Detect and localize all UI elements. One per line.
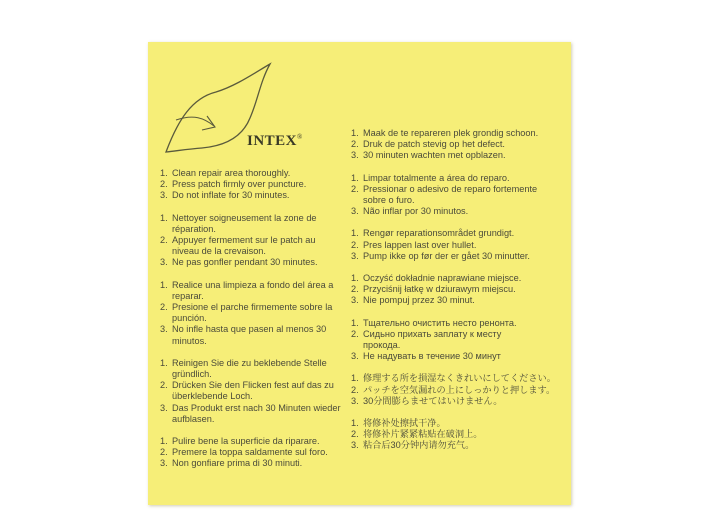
instruction-card: [148, 42, 571, 505]
step-number: [160, 224, 172, 235]
instruction-line: [160, 436, 360, 447]
step-text: Тщательно очистить несто ренонта.: [363, 317, 517, 328]
step-number: [160, 414, 172, 425]
instruction-line: [160, 447, 360, 458]
instruction-line: [351, 128, 566, 139]
step-number: [160, 291, 172, 302]
step-text: Не надувать в течение 30 минут: [363, 351, 501, 362]
step-text: reparar.: [172, 290, 204, 301]
instruction-line: [351, 429, 566, 440]
step-number: [351, 195, 363, 206]
step-text: Nettoyer soigneusement la zone de: [172, 212, 317, 223]
step-text: 30 minuten wachten met opblazen.: [363, 150, 506, 161]
step-number: [160, 313, 172, 324]
instruction-line: [160, 313, 360, 324]
step-text: 将修补处擦拭干净。: [363, 418, 446, 429]
step-text: réparation.: [172, 223, 216, 234]
step-text: Do not inflate for 30 minutes.: [172, 190, 290, 201]
step-text: パッチを空気漏れの上にしっかりと押します。: [363, 384, 556, 395]
step-text: Pulire bene la superficie da riparare.: [172, 436, 320, 447]
instruction-line: [160, 324, 360, 335]
instruction-line: [351, 240, 566, 251]
instruction-line: [351, 251, 566, 262]
instruction-line: [160, 257, 360, 268]
instruction-block-fr: [160, 213, 360, 269]
instruction-line: [160, 403, 360, 414]
instruction-line: [351, 273, 566, 284]
step-number: 3.: [160, 190, 168, 201]
step-text: 将修补片紧紧粘贴在破洞上。: [363, 429, 483, 440]
step-text: Pressionar o adesivo de reparo fortemente: [363, 183, 538, 194]
step-number: 1.: [160, 436, 168, 447]
step-text: Druk de patch stevig op het defect.: [363, 139, 505, 150]
step-number: 2.: [351, 183, 359, 194]
instruction-block-zh: [351, 418, 566, 452]
instruction-block-pt: [351, 173, 566, 218]
step-text: niveau de la crevaison.: [172, 246, 266, 257]
step-text: Non gonfiare prima di 30 minuti.: [172, 458, 303, 469]
step-number: 2.: [351, 384, 359, 395]
step-number: 1.: [160, 168, 168, 178]
step-text: minutos.: [172, 335, 207, 346]
instruction-line: [160, 213, 360, 224]
step-number: 2.: [160, 179, 168, 190]
step-number: 1.: [351, 128, 359, 138]
step-text: Não inflar por 30 minutos.: [363, 206, 469, 217]
step-text: Press patch firmly over puncture.: [172, 179, 307, 190]
instruction-block-nl: [351, 128, 566, 162]
instruction-line: [160, 179, 360, 190]
instruction-block-ja: [351, 373, 566, 407]
instruction-line: [351, 206, 566, 217]
step-number: [160, 246, 172, 257]
step-number: [351, 340, 363, 351]
step-number: 1.: [351, 317, 359, 328]
step-text: Drücken Sie den Flicken fest auf das zu: [172, 380, 334, 391]
instruction-line: [351, 139, 566, 150]
step-text: Pump ikke op før der er gået 30 minutter.: [363, 250, 530, 261]
step-number: 3.: [351, 440, 359, 451]
step-text: Appuyer fermement sur le patch au: [172, 235, 316, 246]
instruction-line: [160, 280, 360, 291]
step-text: Oczyść dokładnie naprawiane miejsce.: [363, 273, 522, 284]
step-number: [160, 336, 172, 347]
instruction-line: [351, 418, 566, 429]
step-text: Clean repair area thoroughly.: [172, 168, 291, 178]
step-number: 3.: [160, 324, 168, 335]
step-number: 2.: [351, 139, 359, 150]
brand-logo: INTEX®: [247, 133, 303, 149]
instruction-line: [351, 195, 566, 206]
instruction-block-es: [160, 280, 360, 347]
step-number: 1.: [160, 212, 168, 223]
step-text: 30分間膨らませてはいけません。: [363, 395, 503, 406]
instruction-block-it: [160, 436, 360, 470]
instruction-line: [160, 336, 360, 347]
step-text: 修理する所を損湿なくきれいにしてください。: [363, 373, 556, 384]
step-number: 1.: [351, 373, 359, 384]
instruction-line: [160, 458, 360, 469]
step-text: punción.: [172, 313, 207, 324]
instruction-block-ru: [351, 318, 566, 363]
step-number: 1.: [160, 357, 168, 368]
step-number: 2.: [160, 447, 168, 458]
step-number: 3.: [351, 150, 359, 161]
step-text: Nie pompuj przez 30 minut.: [363, 295, 475, 306]
instruction-block-pl: [351, 273, 566, 307]
step-number: 3.: [351, 250, 359, 261]
step-number: 3.: [160, 257, 168, 268]
instruction-line: [351, 340, 566, 351]
step-number: 2.: [351, 239, 359, 250]
instruction-line: [160, 224, 360, 235]
step-text: Realice una limpieza a fondo del área a: [172, 279, 334, 290]
instruction-line: [160, 168, 360, 179]
instruction-line: [160, 302, 360, 313]
instructions-right-column: [351, 128, 566, 463]
step-text: überklebende Loch.: [172, 391, 253, 402]
step-number: 3.: [351, 295, 359, 306]
instruction-line: [351, 329, 566, 340]
step-number: [160, 391, 172, 402]
instruction-line: [351, 150, 566, 161]
step-text: Ne pas gonfler pendant 30 minutes.: [172, 257, 318, 268]
instruction-line: [160, 414, 360, 425]
step-text: Przyciśnij łatkę w dziurawym miejscu.: [363, 284, 516, 295]
step-text: No infle hasta que pasen al menos 30: [172, 324, 327, 335]
repair-patch-icon: [158, 60, 288, 170]
step-text: Presione el parche firmemente sobre la: [172, 302, 333, 313]
instruction-block-de: [160, 358, 360, 425]
instruction-line: [160, 190, 360, 201]
step-number: 2.: [351, 429, 359, 440]
instruction-line: [160, 369, 360, 380]
instructions-left-column: [160, 168, 360, 481]
step-number: 2.: [351, 284, 359, 295]
instruction-line: [351, 184, 566, 195]
instruction-line: [351, 173, 566, 184]
step-number: [160, 369, 172, 380]
step-text: sobre o furo.: [363, 195, 415, 206]
instruction-line: [160, 380, 360, 391]
step-number: 3.: [160, 402, 168, 413]
step-number: 3.: [351, 395, 359, 406]
step-number: 1.: [160, 279, 168, 290]
step-text: aufblasen.: [172, 413, 215, 424]
step-text: gründlich.: [172, 369, 212, 380]
instruction-line: [351, 284, 566, 295]
instruction-line: [351, 385, 566, 396]
instruction-line: [351, 351, 566, 362]
instruction-line: [351, 440, 566, 451]
step-text: Premere la toppa saldamente sul foro.: [172, 447, 328, 458]
step-number: 1.: [351, 418, 359, 429]
instruction-line: [160, 235, 360, 246]
instruction-line: [351, 295, 566, 306]
step-number: 3.: [351, 351, 359, 362]
step-number: 3.: [351, 206, 359, 217]
step-number: 2.: [160, 302, 168, 313]
step-text: Reinigen Sie die zu beklebende Stelle: [172, 357, 327, 368]
instruction-line: [160, 246, 360, 257]
step-text: Das Produkt erst nach 30 Minuten wieder: [172, 402, 341, 413]
step-number: 1.: [351, 172, 359, 183]
instruction-line: [351, 228, 566, 239]
step-number: 1.: [351, 228, 359, 239]
step-number: 2.: [351, 328, 359, 339]
step-text: Rengør reparationsområdet grundigt.: [363, 228, 515, 239]
step-number: 1.: [351, 273, 359, 284]
step-number: 3.: [160, 458, 168, 469]
step-text: прокода.: [363, 340, 401, 351]
step-text: Pres lappen last over hullet.: [363, 239, 477, 250]
step-text: 粘合后30分钟内请勿充气。: [363, 440, 475, 451]
step-text: Сидьно прихать заплату к месту: [363, 328, 502, 339]
instruction-line: [351, 318, 566, 329]
instruction-line: [351, 373, 566, 384]
instruction-line: [351, 396, 566, 407]
instruction-line: [160, 391, 360, 402]
step-number: 2.: [160, 235, 168, 246]
step-text: Maak de te repareren plek grondig schoon.: [363, 128, 539, 138]
instruction-block-no: [351, 228, 566, 262]
step-text: Limpar totalmente a área do reparo.: [363, 172, 510, 183]
instruction-block-en: [160, 168, 360, 202]
instruction-line: [160, 291, 360, 302]
instruction-line: [160, 358, 360, 369]
step-number: 2.: [160, 380, 168, 391]
